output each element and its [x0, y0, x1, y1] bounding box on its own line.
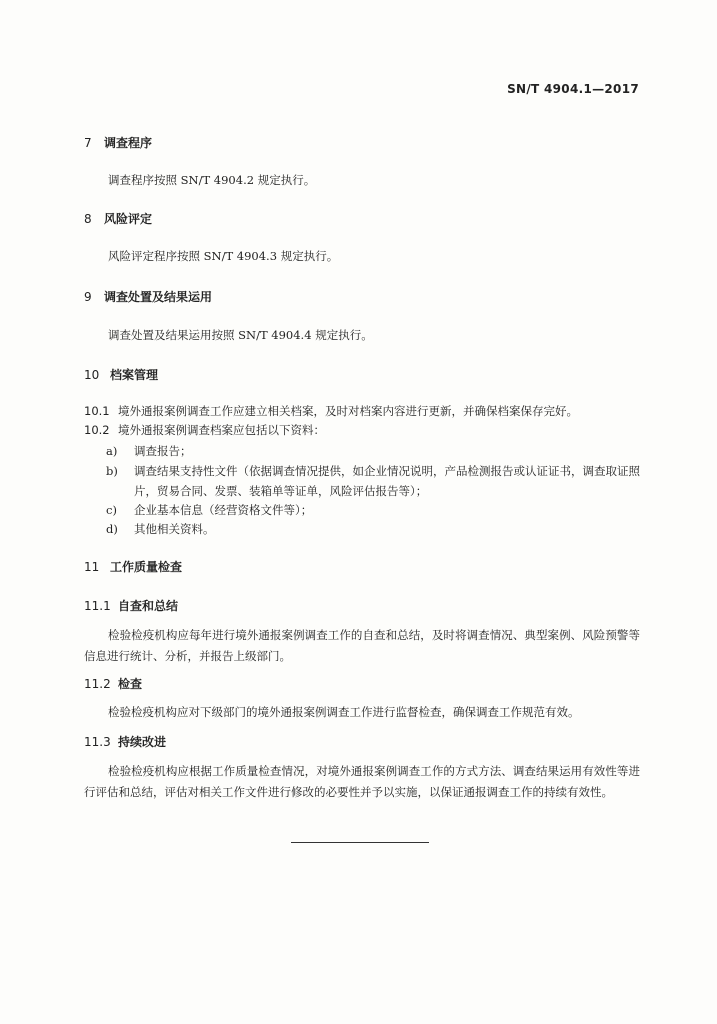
section-10-heading — [84, 366, 158, 383]
list-item-label: d) — [106, 522, 118, 536]
subsection-title: 检查 — [118, 677, 143, 691]
subsection-number: 11.3 — [84, 735, 111, 749]
list-item-text: 其他相关资料。 — [134, 522, 215, 536]
section-7-text: 调查程序按照 SN/T 4904.2 规定执行。 — [108, 173, 316, 187]
list-item — [106, 519, 646, 539]
list-item-label: c) — [106, 503, 117, 517]
section-number: 11 — [84, 560, 100, 574]
clause-number: 10.1 — [84, 404, 110, 418]
list-item-text: 企业基本信息（经营资格文件等）； — [134, 503, 313, 517]
list-item-label: a) — [106, 444, 118, 458]
clause-text: 境外通报案例调查工作应建立相关档案，及时对档案内容进行更新，并确保档案保存完好。 — [118, 404, 578, 418]
end-rule — [291, 842, 429, 843]
section-9-text: 调查处置及结果运用按照 SN/T 4904.4 规定执行。 — [108, 328, 373, 342]
clause-number: 10.2 — [84, 423, 110, 437]
clause-10-1 — [84, 402, 644, 420]
section-title: 工作质量检查 — [110, 560, 183, 574]
standard-code: SN/T 4904.1—2017 — [507, 82, 639, 96]
subsection-number: 11.1 — [84, 599, 111, 613]
section-9-heading — [84, 288, 212, 305]
list-item-text: 调查结果支持性文件（依据调查情况提供，如企业情况说明，产品检测报告或认证证书，调查取证照片，贸易合同、发票、装箱单等证单，风险评估报告等）； — [134, 464, 640, 498]
list-item-label: b) — [106, 464, 118, 478]
subsection-number: 11.2 — [84, 677, 111, 691]
subsection-11-2-heading — [84, 675, 142, 692]
list-item — [106, 500, 646, 520]
subsection-11-1-heading — [84, 597, 178, 614]
section-number: 7 — [84, 136, 92, 150]
clause-text: 境外通报案例调查档案应包括以下资料： — [118, 423, 325, 437]
section-7-heading — [84, 134, 152, 151]
section-8-text: 风险评定程序按照 SN/T 4904.3 规定执行。 — [108, 249, 339, 263]
section-title: 风险评定 — [104, 212, 153, 226]
subsection-11-3-heading — [84, 733, 166, 750]
subsection-title: 持续改进 — [118, 735, 167, 749]
list-item-text: 调查报告； — [134, 444, 192, 458]
section-number: 8 — [84, 212, 92, 226]
section-title: 调查处置及结果运用 — [104, 290, 213, 304]
subsection-11-1-text: 检验检疫机构应每年进行境外通报案例调查工作的自查和总结，及时将调查情况、典型案例、风险预警等信息进行统计、分析，并报告上级部门。 — [84, 628, 640, 663]
list-item — [106, 461, 646, 501]
section-number: 10 — [84, 368, 100, 382]
list-item — [106, 441, 646, 461]
section-title: 档案管理 — [110, 368, 159, 382]
section-11-heading — [84, 558, 182, 575]
clause-10-2 — [84, 421, 644, 439]
section-8-heading — [84, 210, 152, 227]
section-title: 调查程序 — [104, 136, 153, 150]
subsection-11-3-text: 检验检疫机构应根据工作质量检查情况，对境外通报案例调查工作的方式方法、调查结果运用有效性等进行评估和总结，评估对相关工作文件进行修改的必要性并予以实施，以保证通报调查工作的持续有效性。 — [84, 764, 640, 799]
subsection-11-2-text: 检验检疫机构应对下级部门的境外通报案例调查工作进行监督检查，确保调查工作规范有效。 — [108, 705, 580, 719]
section-number: 9 — [84, 290, 92, 304]
subsection-title: 自查和总结 — [118, 599, 179, 613]
